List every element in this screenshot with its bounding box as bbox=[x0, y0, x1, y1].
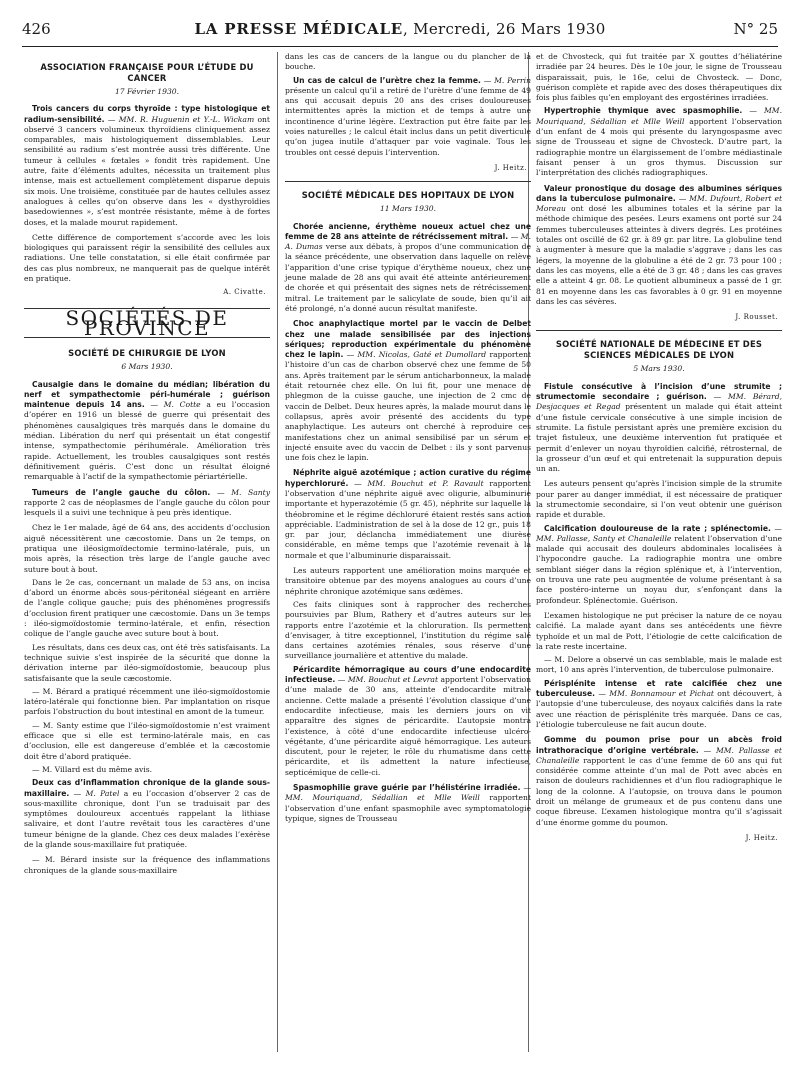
article-authors: — M. Patel bbox=[73, 788, 120, 798]
article bbox=[24, 488, 270, 519]
article-authors: — MM. Pallasse et Chanaleille bbox=[536, 745, 782, 765]
article-text: rapportent l’observation d’une enfant spasmophile avec symptomatologie typique, signes de Trousseau bbox=[285, 793, 531, 823]
article-authors: — MM. Dufourt, Robert et Moreau bbox=[536, 193, 783, 214]
article-title: Hypertrophie thymique avec spasmophilie. bbox=[544, 106, 743, 116]
article-authors: — M. Perrin bbox=[483, 75, 531, 85]
article-title: Gomme du poumon prise pour un abcès froid intrathoracique d’origine vertébrale. bbox=[536, 735, 782, 755]
session-date: 6 Mars 1930. bbox=[121, 362, 173, 372]
paragraph: — M. Bérard insiste sur la fréquence des inflammations chroniques de la glande sous-maxillaire bbox=[24, 855, 270, 875]
society-heading: SOCIÉTÉ DE CHIRURGIE DE LYON bbox=[68, 348, 226, 359]
journal-name: LA PRESSE MÉDICALE bbox=[194, 20, 404, 38]
article-authors: — MM. Nicolas, Gaté et Dumollard bbox=[346, 350, 487, 360]
article-authors: — MM. Bonnamour et Pichat bbox=[598, 689, 714, 699]
article-title: Choc anaphylactique mortel par le vaccin de Delbet chez une malade sensibilisée par des injections sériques; reproduction expérimentale du phénomène chez le lapin. bbox=[285, 319, 531, 360]
column-rule bbox=[277, 52, 278, 1052]
column-3 bbox=[536, 52, 782, 851]
issue-date: , Mercredi, 26 Mars 1930 bbox=[403, 20, 606, 38]
article-text: relatent l’observation d’une malade qui accusait des douleurs abdominales localisées à l’hypocondre gauche. La radiographie montra une ombre semblant siéger dans la région splénique et, à l’intervention, on trouva une rate peu augmentée de volume présentant à sa face postéro-interne un noyau dur, s’enfonçant dans la profondeur. Splénectomie. Guérison. bbox=[536, 533, 782, 605]
article-authors: — MM. Pallasse, Santy et Chanaleille bbox=[536, 523, 782, 543]
paragraph: — M. Santy estime que l’iléo-sigmoïdostomie n’est vraiment efficace que si elle est termino-latérale mais, en cas d’occlusion, elle est dangereuse d’emblée et la cæcostomie doit être d’abord pratiquée. bbox=[24, 720, 270, 761]
article bbox=[536, 735, 782, 828]
paragraph: Les auteurs pensent qu’après l’incision simple de la strumite pour parer au danger immédiat, il est nécessaire de pratiquer la strumectomie secondaire, si l’on veut obtenir une guérison rapide et durable. bbox=[536, 479, 782, 520]
article bbox=[536, 679, 782, 730]
article-text: présentent un malade qui était atteint d’une fistule cervicale consécutive à une simple incision de strumite. La fistule persistant après une première excision du trajet fistuleux, une deuxième intervention fut pratiquée et permit d’enlever un noyau thyroïdien calcifié, rétrosternal, de la grosseur d’un œuf et qui entretenait la suppuration depuis un an. bbox=[536, 402, 783, 474]
article-authors: — MM. Mouriquand, Sédallian et Mlle Weill bbox=[285, 783, 531, 803]
paragraph: Cette différence de comportement s’accorde avec les lois biologiques qui paraissent régir la sensibilité des cellules aux radiations. Une telle constatation, si elle était confirmée par des cas plus nombreux, ne manquerait pas de quelque intérêt en pratique. bbox=[24, 232, 270, 284]
signature: A. Civatte. bbox=[223, 288, 266, 297]
issue-number: N° 25 bbox=[733, 20, 778, 38]
signature: J. Rousset. bbox=[735, 313, 778, 322]
article bbox=[536, 382, 782, 475]
article-text: présente un calcul qu’il a retiré de l’urètre d’une femme de 49 ans qui accusait depuis 20 ans des crises douloureuses intermittentes après la miction et de temps à autre une incontinence d’urine légère. L’extraction put être faite par les voies naturelles ; le calcul était inclus dans un petit diverticule qu’on jugea inutile d’attaquer par voie vaginale. Tous les troubles ont cessé depuis l’intervention. bbox=[285, 85, 531, 157]
page-header bbox=[22, 20, 778, 47]
session-date: 17 Février 1930. bbox=[114, 87, 180, 96]
article-text: a eu l’occasion d’observer 2 cas de sous-maxillite chronique, dont l’un se traduisait par des symptômes douloureux accentués rappelant la lithiase salivaire, et dont l’autre revêtait tous les caractères d’une tumeur bénigne de la glande. Chez ces deux malades l’exérèse de la glande sous-maxillaire fut pratiquée. bbox=[24, 788, 271, 849]
article-authors: — M. A. Dumas bbox=[285, 231, 531, 252]
article bbox=[536, 106, 782, 178]
article-title: Un cas de calcul de l’urètre chez la femme. bbox=[293, 75, 481, 85]
article-text: rapporte 2 cas de néoplasmes de l’angle gauche du côlon pour lesquels il a suivi une technique à peu près identique. bbox=[24, 497, 270, 518]
society-heading: SOCIÉTÉ MÉDICALE DES HOPITAUX DE LYON bbox=[301, 190, 515, 201]
article-text: rapportent le cas d’une femme de 60 ans qui fut considérée comme atteinte d’un mal de Pott avec abcès en raison de douleurs rachidiennes et d’un flou radiographique le long de la colonne. A l’autopsie, on trouva dans le poumon droit un mélange de grumeaux et de pus contenu dans une coque fibreuse. L’examen histologique montra qu’il s’agissait d’une énorme gomme du poumon. bbox=[536, 755, 782, 827]
journal-title bbox=[22, 20, 778, 38]
paragraph: et de Chvosteck, qui fut traitée par X gouttes d’héliatérine irradiée par 24 heures. Dès le 10e jour, le signe de Trousseau disparaissait, puis, le 16e, celui de Chvosteck. — Donc, guérison complète et rapide avec des doses thérapeutiques dix fois plus faibles qu’en employant des ergostérines irradiées. bbox=[536, 52, 782, 103]
article-title: Périsplénite intense et rate calcifiée chez une tuberculeuse. bbox=[536, 678, 782, 699]
article-text: verse aux débats, à propos d’une communication de la séance précédente, une observation dans laquelle on relève l’apparition d’une crise typique d’érythème noueux, chez une jeune malade de 28 ans qui avait été atteinte antérieurement de chorée et qui présentait des signes nets de rétrécissement mitral. Le traitement par le salicylate de soude, bien qu’il ait été prolongé, n’a donné aucun résultat manifeste. bbox=[285, 242, 531, 313]
paragraph: — M. Delore a observé un cas semblable, mais le malade est mort, 10 ans après l’intervention, de tuberculose pulmonaire. bbox=[536, 655, 782, 675]
paragraph: Dans le 2e cas, concernant un malade de 53 ans, on incisa d’abord un énorme abcès sous-péritonéal siégeant en arrière de l’angle colique gauche; puis des phénomènes progressifs d’occlusion firent pratiquer une cæcostomie. Dans un 3e temps : iléo-sigmoïdostomie termino-latérale, et enfin, résection colique de l’angle gauche avec suture bout à bout. bbox=[24, 577, 270, 639]
article-text: ont observé 3 cancers volumineux thyroïdiens cliniquement assez comparables, mais histologiquement dissemblables. Leur sensibilité au radium s’est montrée aussi très différente. Une tumeur à cellules « fœtales » fondit très rapidement. Une autre, faite d’éléments adultes, nécessita un traitement plus intense, mais est actuellement complètement disparue depuis six mois. Une troisième, constituée par de hautes cellules assez analogues à celles qu’on observe dans les « dysthyroïdies basedowiennes », s’est montrée résistante, même à de fortes doses, et la malade mourut rapidement. bbox=[24, 114, 270, 227]
article bbox=[285, 468, 531, 561]
paragraph: L’examen histologique ne put préciser la nature de ce noyau calcifié. La malade ayant dans ses antécédents une fièvre typhoïde et un mal de Pott, l’étiologie de cette calcification de la rate reste incertaine. bbox=[536, 610, 782, 651]
section-title: SOCIÉTÉS DE PROVINCE bbox=[24, 308, 270, 339]
page-number: 426 bbox=[22, 20, 51, 38]
article-authors: — MM. R. Huguenin et Y.-L. Wickam bbox=[107, 114, 255, 124]
article bbox=[536, 524, 782, 606]
article bbox=[285, 783, 531, 824]
article-authors: — MM. Bérard, Desjacques et Regad bbox=[536, 392, 782, 412]
session-date: 5 Mars 1930. bbox=[633, 364, 685, 374]
article bbox=[24, 104, 270, 228]
article-text: rapportent l’histoire d’un cas de charbon observé chez une femme de 50 ans. Après traitement par le sérum anticharbonneux, la malade était retournée chez elle. On lui fit, pour une menace de phlegmon de la cuisse gauche, une injection de 2 cmc de vaccin de Delbet. Deux heures après, la malade mourut dans le collapsus, après avoir présenté des accidents du type anaphylactique. Les auteurs ont cherché à reproduire ces manifestations chez un animal sensibilisé par un sérum et injecté ensuite avec du vaccin de Delbet : ils y sont parvenus une fois chez le lapin. bbox=[285, 350, 532, 463]
article-text: apportent l’observation d’un enfant de 4 mois qui présente du laryngospasme avec signe de Trousseau et signe de Chvosteck. D’autre part, la radiographie montre un élargissement de l’ombre médiastinale faisant penser à un gros thymus. Discussion sur l’interprétation des clichés radiographiques. bbox=[536, 116, 782, 178]
article-title: Deux cas d’inflammation chronique de la glande sous-maxillaire. bbox=[24, 778, 270, 798]
section-divider bbox=[536, 330, 782, 331]
article-text: apportent l’observation d’une malade de 30 ans, atteinte d’endocardite mitrale ancienne. Cette malade a présenté l’évolution classique d’une endocardite infectieuse, mais les derniers jours on vit apparaître des signes de péricardite. L’autopsie montra l’existence, à côté d’une endocardite infectieuse ulcéro-végétante, d’une péricardite aiguë hémorragique. Les auteurs discutent, pour le rejeter, le rôle du rhumatisme dans cette péricardite, et ils admettent la nature infectieuse, septicémique de celle-ci. bbox=[285, 675, 531, 777]
session-date: 11 Mars 1930. bbox=[379, 204, 437, 214]
article-title: Fistule consécutive à l’incision d’une strumite ; strumectomie secondaire ; guérison. bbox=[536, 381, 782, 402]
article-title: Causalgie dans le domaine du médian; libération du nerf et sympathectomie péri-humérale ; guérison maintenue depuis 14 ans. bbox=[24, 379, 270, 410]
article bbox=[536, 184, 782, 308]
article-text: rapportent l’observation d’une néphrite aiguë avec oligurie, albuminurie importante et hyperazotémie (5 gr. 45), néphrite sur laquelle la théobromine et le régime déchloruré étaient restés sans action appréciable. L’administration de sel à la dose de 12 gr., puis 18 gr. par jour, déclancha immédiatement une diurèse considérable, en même temps que l’azotémie revenait à la normale et que l’albuminurie disparaissait. bbox=[285, 478, 531, 560]
society-heading: ASSOCIATION FRANÇAISE POUR L’ÉTUDE DU CANCER bbox=[40, 62, 254, 83]
article bbox=[285, 76, 531, 158]
column-2 bbox=[285, 52, 531, 829]
article-title: Trois cancers du corps thyroïde : type histologique et radium-sensibilité. bbox=[24, 104, 270, 124]
paragraph: Les auteurs rapportent une amélioration moins marquée et transitoire obtenue par des moyens analogues au cours d’une néphrite chronique azotémique sans œdèmes. bbox=[285, 566, 531, 596]
paragraph: Les résultats, dans ces deux cas, ont été très satisfaisants. La technique suivie s’est inspirée de la sécurité que donne la dérivation interne par iléo-sigmoïdostomie, beaucoup plus satisfaisante que la seule cæcostomie. bbox=[24, 642, 270, 683]
paragraph: Ces faits cliniques sont à rapprocher des recherches poursuivies par Blum, Rathery et d’autres auteurs sur les rapports entre l’azotémie et la chloruration. Ils permettent d’envisager, à titre exceptionnel, l’institution du régime salé dans certaines azotémies rénales, sous réserve d’une surveillance journalière et attentive du malade. bbox=[285, 599, 531, 661]
article bbox=[24, 380, 270, 483]
article bbox=[285, 319, 531, 463]
paragraph: — M. Bérard a pratiqué récemment une iléo-sigmoïdostomie latéro-latérale qui fonctionne bien. Par implantation on risque parfois l’obstruction du bout intestinal en amont de la tumeur. bbox=[24, 686, 270, 717]
paragraph: dans les cas de cancers de la langue ou du plancher de la bouche. bbox=[285, 52, 531, 72]
article-title: Tumeurs de l’angle gauche du côlon. bbox=[32, 487, 211, 497]
signature: J. Heitz. bbox=[494, 163, 527, 172]
article bbox=[24, 778, 270, 850]
article-title: Spasmophilie grave guérie par l’hélistérine irradiée. bbox=[293, 783, 521, 792]
article-authors: — MM. Bouchut et P. Ravault bbox=[354, 478, 484, 488]
article-authors: — M. Santy bbox=[216, 487, 270, 497]
article-text: ont découvert, à l’autopsie d’une tuberculeuse, des noyaux calcifiés dans la rate avec une réaction de périsplénite très marquée. Dans ce cas, l’étiologie tuberculeuse ne fait aucun doute. bbox=[536, 689, 782, 729]
society-heading: SOCIÉTÉ NATIONALE DE MÉDECINE ET DES SCIENCES MÉDICALES DE LYON bbox=[555, 339, 763, 361]
article-title: Péricardite hémorragique au cours d’une endocardite infectieuse. bbox=[285, 664, 531, 685]
article bbox=[285, 222, 531, 315]
article-title: Néphrite aiguë azotémique ; action curative du régime hyperchloruré. bbox=[285, 468, 531, 488]
article-text: a eu l’occasion d’opérer en 1916 un blessé de guerre qui présentait des phénomènes causalgiques très marqués dans le domaine du médian. Libération du nerf qui présentait un état congestif intense, sympathectomie périhumérale. Amélioration très rapide. Actuellement, les troubles causalgiques sont restés définitivement guéris. C’est donc un résultat éloigné remarquable à l’actif de la sympathectomie périartérielle. bbox=[24, 400, 271, 482]
column-1 bbox=[24, 52, 270, 879]
article-title: Valeur pronostique du dosage des albumines sériques dans la tuberculose pulmonaire. bbox=[536, 183, 782, 203]
paragraph: Chez le 1er malade, âgé de 64 ans, des accidents d’occlusion aiguë nécessitèrent une cæcostomie. Dans un 2e temps, on pratiqua une iléosigmoïdectomie termino-latérale, puis, un mois après, la résection très large de l’angle gauche avec suture bout à bout. bbox=[24, 523, 270, 574]
article-authors: — MM. Bouchut et Levrat bbox=[337, 675, 438, 685]
paragraph: — M. Villard est du même avis. bbox=[32, 764, 153, 774]
article-title: Calcification douloureuse de la rate ; splénectomie. bbox=[544, 523, 771, 533]
article-authors: — MM. Mouriquand, Sédallian et Mlle Weill bbox=[536, 106, 782, 126]
section-divider bbox=[285, 181, 531, 182]
article-authors: — M. Cotte bbox=[150, 400, 201, 410]
signature: J. Heitz. bbox=[745, 833, 778, 842]
article-title: Chorée ancienne, érythème noueux actuel chez une femme de 28 ans atteinte de rétrécissement mitral. bbox=[285, 221, 531, 241]
article-text: ont dosé les albumines totales et la sérine par la méthode chimique des pesées. Leurs examens ont porté sur 24 femmes tuberculeuses atteintes à divers degrés. Les protéines totales ont oscillé de 62 gr. à 89 gr. par litre. La globuline tend à augmenter à mesure que la maladie s’aggrave ; dans les cas légers, la moyenne de la globuline a été de 2 gr. 73 pour 100 ; dans les cas moyens, elle a été de 3 gr. 48 ; dans les cas graves elle a atteint 4 gr. 08. Le quotient albumineux a passé de 1 gr. 81 en moyenne dans les cas favorables à 0 gr. 91 en moyenne dans les cas sévères. bbox=[536, 204, 782, 306]
article bbox=[285, 665, 531, 778]
